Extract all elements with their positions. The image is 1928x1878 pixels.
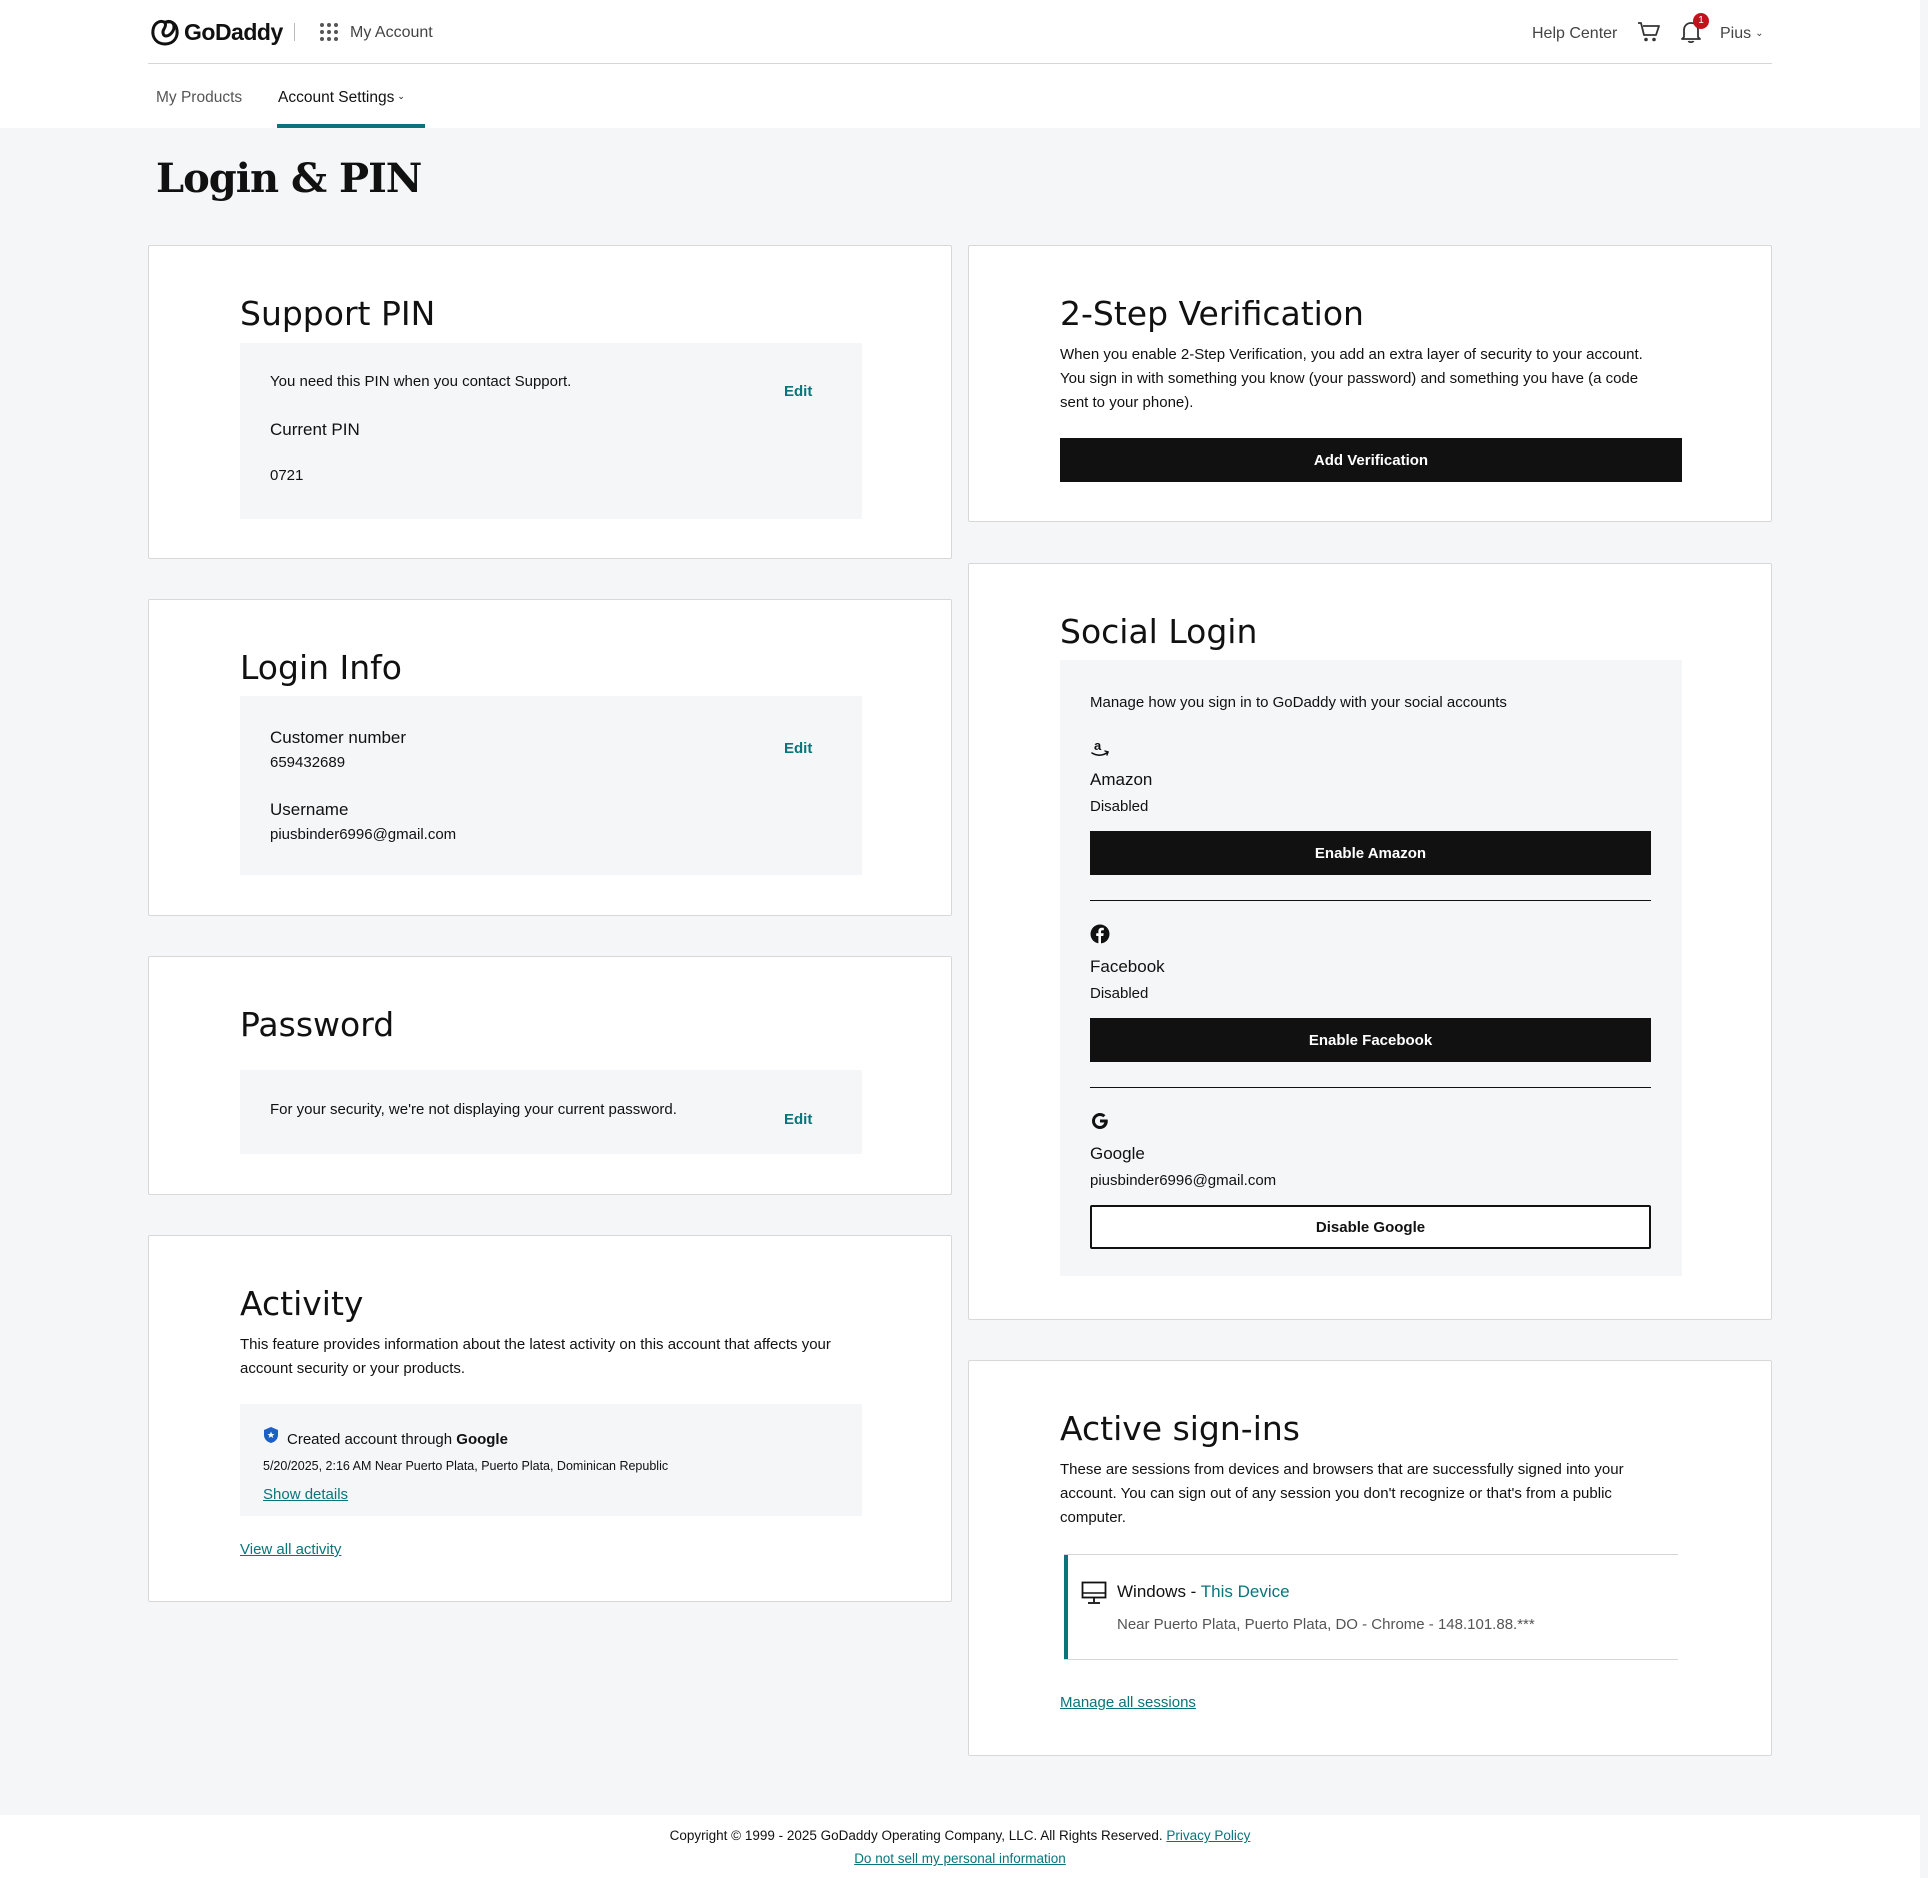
support-pin-card <box>148 245 952 559</box>
disable-google-button[interactable]: Disable Google <box>1090 1205 1651 1249</box>
activity-item-meta: 5/20/2025, 2:16 AM Near Puerto Plata, Puerto Plata, Dominican Republic <box>263 1459 669 1473</box>
activity-item-prefix: Created account through <box>287 1431 457 1448</box>
social-login-card <box>968 563 1772 1320</box>
divider <box>1090 900 1651 901</box>
social-login-description: Manage how you sign in to GoDaddy with your social accounts <box>1090 694 1507 711</box>
help-center-link[interactable]: Help Center <box>1532 25 1618 42</box>
manage-all-sessions-link[interactable]: Manage all sessions <box>1060 1694 1196 1711</box>
facebook-icon <box>1090 924 1110 944</box>
login-info-title: Login Info <box>240 648 402 687</box>
edit-login-info-button[interactable]: Edit <box>784 740 813 757</box>
two-step-title: 2-Step Verification <box>1060 294 1364 333</box>
activity-title: Activity <box>240 1284 364 1323</box>
tab-account-settings-label: Account Settings <box>278 89 395 106</box>
notification-badge: 1 <box>1693 13 1709 29</box>
active-signins-title: Active sign-ins <box>1060 1409 1300 1448</box>
active-tab-indicator <box>277 124 425 128</box>
social-login-title: Social Login <box>1060 612 1258 651</box>
username-value: piusbinder6996@gmail.com <box>270 826 457 843</box>
facebook-status: Disabled <box>1090 985 1149 1002</box>
facebook-label: Facebook <box>1090 957 1165 976</box>
google-label: Google <box>1090 1144 1145 1163</box>
password-panel <box>240 1070 862 1154</box>
tab-account-settings[interactable] <box>278 89 405 107</box>
login-info-card <box>148 599 952 916</box>
activity-item-panel <box>240 1404 862 1516</box>
session-accent-bar <box>1064 1555 1068 1659</box>
user-name: Pius <box>1720 25 1752 42</box>
desktop-icon <box>1081 1581 1107 1605</box>
google-account: piusbinder6996@gmail.com <box>1090 1172 1277 1189</box>
social-login-panel <box>1060 660 1682 1276</box>
active-signins-description: These are sessions from devices and browsers that are successfully signed into your account. You can sign out of any session you don't recognize or that's from a public computer. <box>1060 1461 1624 1526</box>
header-divider <box>294 23 295 41</box>
top-bar <box>148 0 1772 64</box>
session-os: Windows - <box>1117 1582 1201 1601</box>
activity-card <box>148 1235 952 1602</box>
copyright-text: Copyright © 1999 - 2025 GoDaddy Operating Company, LLC. All Rights Reserved. <box>669 1828 1167 1843</box>
chevron-down-icon: ⌄ <box>1755 28 1764 39</box>
support-pin-title: Support PIN <box>240 294 436 333</box>
edit-pin-button[interactable]: Edit <box>784 383 813 400</box>
amazon-status: Disabled <box>1090 798 1149 815</box>
google-icon <box>1090 1111 1110 1131</box>
customer-number-value: 659432689 <box>270 754 346 771</box>
login-info-panel <box>240 696 862 875</box>
godaddy-logo-icon <box>150 18 180 46</box>
session-row[interactable] <box>1064 1554 1678 1660</box>
privacy-policy-link[interactable]: Privacy Policy <box>1166 1828 1251 1843</box>
view-all-activity-link[interactable]: View all activity <box>240 1541 342 1558</box>
password-card <box>148 956 952 1195</box>
amazon-icon <box>1090 738 1110 758</box>
session-title <box>1117 1582 1290 1602</box>
enable-facebook-button[interactable]: Enable Facebook <box>1090 1018 1651 1062</box>
two-step-description: When you enable 2-Step Verification, you add an extra layer of security to your account. You sign in with something you know (your password) and something you have (a code sent to your phone). <box>1060 346 1643 411</box>
activity-item-provider: Google <box>456 1431 508 1448</box>
enable-amazon-button[interactable]: Enable Amazon <box>1090 831 1651 875</box>
godaddy-logo[interactable] <box>150 18 283 46</box>
edit-password-button[interactable]: Edit <box>784 1111 813 1128</box>
activity-description: This feature provides information about the latest activity on this account that affects your account security or your products. <box>240 1336 831 1377</box>
this-device-label: This Device <box>1200 1582 1290 1601</box>
username-label: Username <box>270 800 349 819</box>
support-pin-panel <box>240 343 862 519</box>
footer <box>0 1815 1920 1878</box>
tab-my-products[interactable]: My Products <box>156 89 243 106</box>
add-verification-button[interactable]: Add Verification <box>1060 438 1682 482</box>
my-account-link[interactable]: My Account <box>350 24 433 41</box>
shield-icon <box>263 1426 279 1444</box>
password-description: For your security, we're not displaying your current password. <box>270 1101 677 1118</box>
footer-dns-line <box>0 1850 1920 1868</box>
activity-item-title <box>287 1431 508 1448</box>
current-pin-value: 0721 <box>270 467 304 484</box>
top-header <box>0 0 1920 128</box>
show-details-link[interactable]: Show details <box>263 1486 349 1503</box>
support-pin-description: You need this PIN when you contact Support. <box>270 373 572 390</box>
footer-copyright-line <box>0 1828 1920 1843</box>
two-step-card <box>968 245 1772 522</box>
brand-name: GoDaddy <box>184 18 283 45</box>
password-title: Password <box>240 1005 395 1044</box>
customer-number-label: Customer number <box>270 728 407 747</box>
chevron-down-icon: ⌄ <box>397 91 405 101</box>
apps-grid-icon[interactable] <box>320 23 338 41</box>
page-title: Login & PIN <box>156 155 422 202</box>
svg-text:a: a <box>1094 738 1102 753</box>
do-not-sell-link[interactable]: Do not sell my personal information <box>854 1851 1066 1866</box>
session-meta: Near Puerto Plata, Puerto Plata, DO - Chrome - 148.101.88.*** <box>1117 1616 1535 1633</box>
current-pin-label: Current PIN <box>270 420 360 439</box>
amazon-label: Amazon <box>1090 770 1153 789</box>
cart-icon[interactable] <box>1637 21 1661 43</box>
user-menu[interactable] <box>1720 25 1764 43</box>
divider <box>1090 1087 1651 1088</box>
active-signins-card <box>968 1360 1772 1756</box>
